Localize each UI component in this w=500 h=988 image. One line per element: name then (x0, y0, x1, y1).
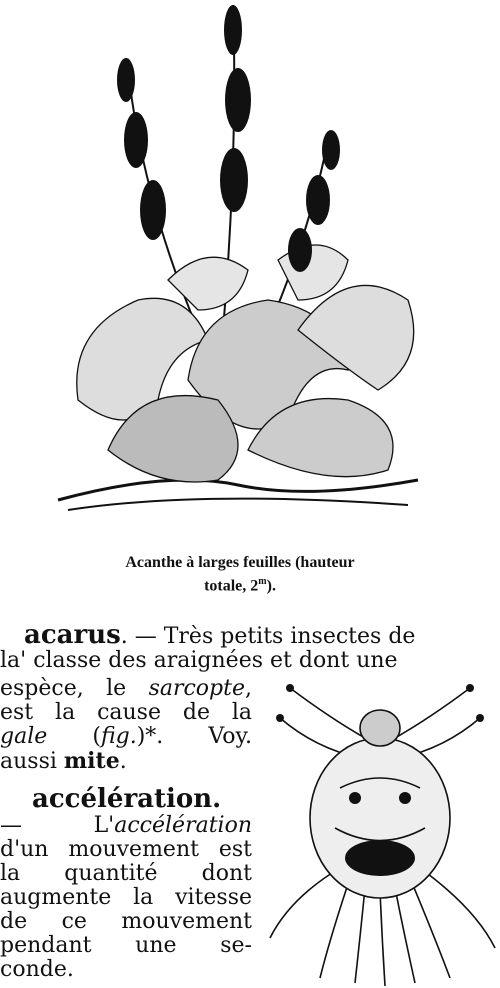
acarus-entry-line-2: la' classe des araignées et dont une (0, 648, 398, 673)
caption-line-2: totale, 2$^m$). (204, 576, 276, 595)
acceleration-line-3: d'un mouvement est (0, 837, 252, 862)
caption-line-1: Acanthe à larges feuilles (hauteur (125, 554, 355, 571)
acceleration-line-4: la quantité dont (0, 861, 252, 886)
acarus-line-4: est la cause de la (0, 700, 252, 725)
acceleration-entry-line-1: accélération. (32, 784, 222, 814)
figure-caption (0, 553, 480, 595)
acarus-headword: acarus (24, 620, 121, 650)
acceleration-line-5: augmente la vitesse (0, 885, 252, 910)
acarus-line-3: espèce, le sarcopte, (0, 676, 252, 701)
acceleration-line-2: — L'accélération (0, 813, 252, 838)
acceleration-line-6: de ce mouvement (0, 909, 252, 934)
mite-illustration (260, 678, 500, 988)
acceleration-headword: accélération (32, 784, 213, 814)
cross-reference-mite: mite (63, 748, 120, 774)
acanthus-plant-illustration (48, 0, 428, 520)
acceleration-entry-column (0, 814, 252, 982)
acarus-entry-line-1: acarus. — Très petits insectes de (24, 620, 416, 650)
acarus-entry-column (0, 677, 252, 774)
acarus-line-6: aussi mite. (0, 748, 127, 774)
acceleration-line-7: pendant une se- (0, 933, 252, 958)
acarus-line-5: gale (fig.)*. Voy. (0, 724, 252, 749)
acceleration-line-8: conde. (0, 957, 74, 982)
